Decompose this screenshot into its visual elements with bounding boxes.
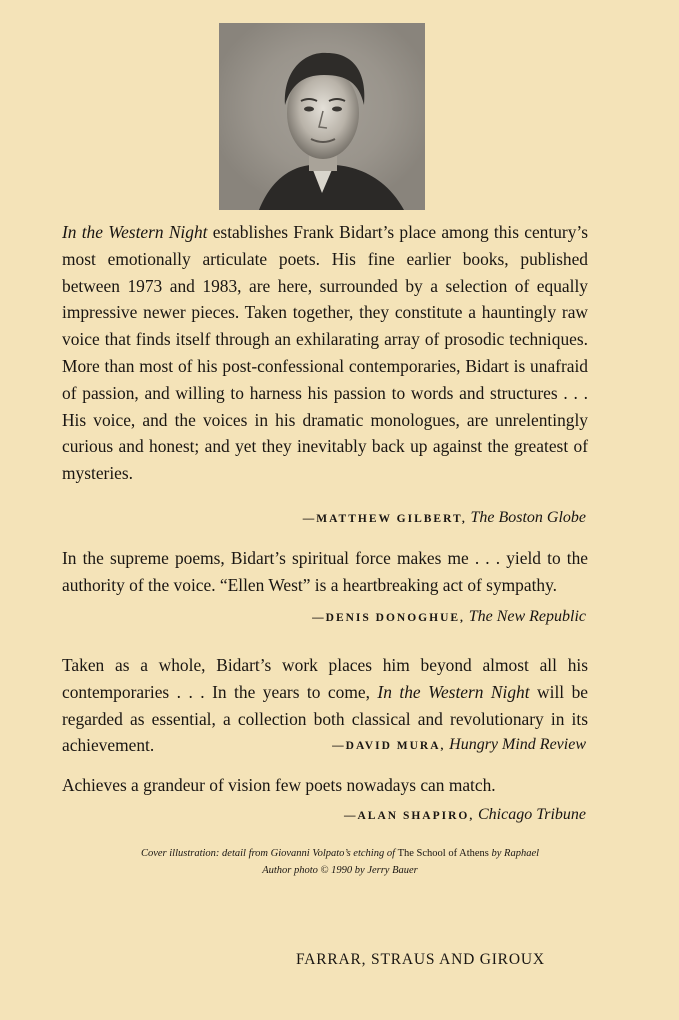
review-paragraph-1 [62, 219, 588, 487]
photo-credit-prefix: Author photo © [262, 865, 332, 876]
review-paragraph-2 [62, 545, 588, 599]
photo-credit [40, 862, 640, 879]
review-source: Hungry Mind Review [449, 736, 586, 753]
reviewer-name: —MATTHEW GILBERT, [302, 513, 467, 525]
review-source: Chicago Tribune [477, 806, 586, 823]
review-attribution-4 [344, 806, 586, 824]
cover-credit-prefix: Cover illustration: detail from Giovanni Volpato’s etching of [140, 848, 398, 859]
photo-credit-suffix: by Jerry Bauer [352, 865, 418, 876]
book-title: In the Western Night [62, 222, 208, 242]
review-attribution-1 [303, 509, 586, 527]
reviewer-name: —ALAN SHAPIRO, [344, 810, 475, 822]
review-source: The Boston Globe [470, 509, 586, 526]
reviewer-name: —DENIS DONOGHUE, [312, 612, 465, 624]
review-attribution-3 [332, 736, 586, 754]
photo-credit-year: 1990 [331, 865, 353, 876]
cover-credit-work: The School of Athens [397, 848, 489, 859]
book-title: In the Western Night [377, 681, 530, 702]
reviewer-name: —DAVID MURA, [332, 740, 446, 752]
cover-credit-suffix: by Raphael [488, 848, 540, 859]
review-source: The New Republic [468, 608, 586, 625]
review-text: In the supreme poems, Bidart’s spiritual force makes me . . . yield to the authority of the voice. “Ellen West” is a heartbreaking act of sympathy. [62, 548, 588, 595]
publisher-name: FARRAR, STRAUS AND GIROUX [296, 951, 545, 968]
review-text: establishes Frank Bidart’s place among this century’s most emotionally articulate poets. His fine earlier books, published between 1973 and 1983, are here, surrounded by a selection of equally impressive newer pieces. Taken together, they constitute a hauntingly raw voice that finds itself through an exhilarating array of prosodic techniques. More than most of his post-confessional contemporaries, Bidart is unafraid of passion, and willing to harness his passion to words and structures . . . His voice, and the voices in his dramatic monologues, are unrelentingly curious and honest; and yet they inevitably back up against the greatest of mysteries. [62, 222, 588, 484]
review-text: Taken as a whole, Bidart’s work places him beyond almost all his contemporaries . . . In the years to come, [62, 655, 588, 702]
review-text: Achieves a grandeur of vision few poets nowadays can match. [62, 775, 496, 795]
review-attribution-2 [312, 608, 586, 626]
review-paragraph-4 [62, 772, 588, 799]
review-text: will be regarded as essential, a collection both classical and revolutionary in its achievement. [62, 681, 588, 756]
author-photo [219, 23, 425, 210]
cover-credit [40, 845, 640, 862]
